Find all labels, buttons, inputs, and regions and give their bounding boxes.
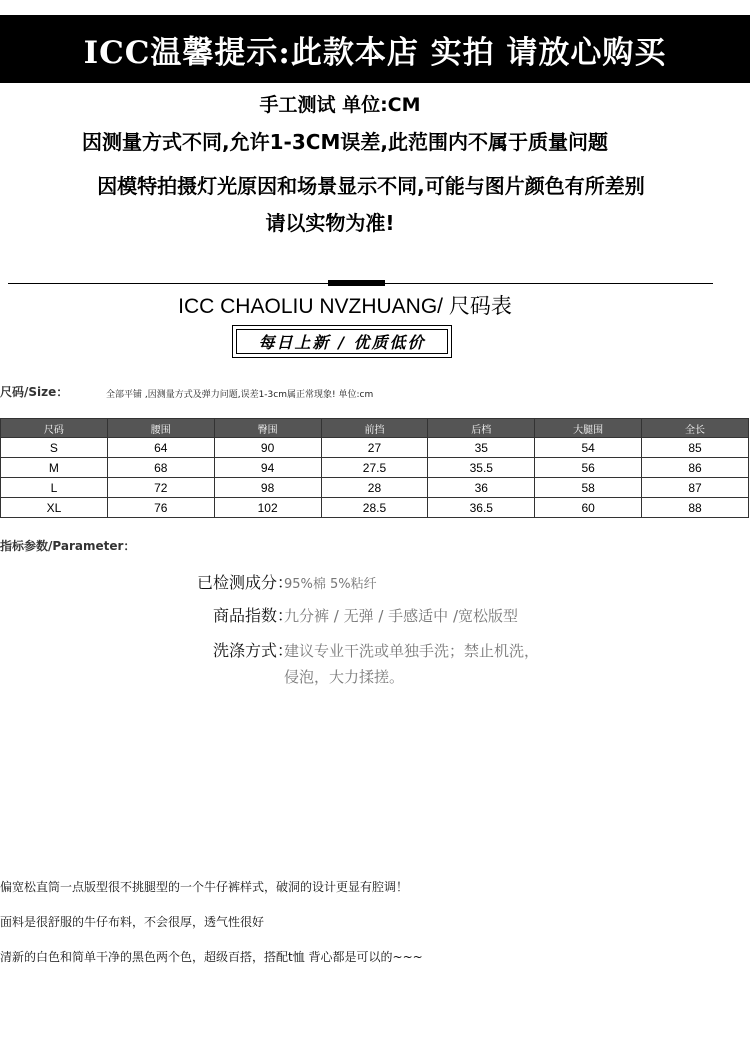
param-wash-key: 洗涤方式：	[212, 641, 293, 660]
table-cell: 85	[642, 438, 749, 458]
table-cell: 58	[535, 478, 642, 498]
note-unit: 手工测试 单位:CM	[259, 94, 421, 116]
slogan-box	[232, 325, 452, 358]
table-cell: 68	[107, 458, 214, 478]
table-cell: 72	[107, 478, 214, 498]
slogan-text: 每日上新 / 优质低价	[236, 329, 448, 354]
header-length: 全长	[642, 419, 749, 438]
param-index-value: 九分裤 / 无弹 / 手感适中 /宽松版型	[284, 607, 519, 625]
note-color-difference: 因模特拍摄灯光原因和场景显示不同,可能与图片颜色有所差别	[97, 174, 645, 198]
table-cell: 27.5	[321, 458, 428, 478]
table-row	[1, 458, 749, 478]
table-cell: 76	[107, 498, 214, 518]
size-measure-note: 全部平铺 ,因测量方式及弹力问题,误差1-3cm属正常现象! 单位:cm	[106, 390, 374, 400]
divider-accent	[328, 280, 385, 286]
table-cell: 87	[642, 478, 749, 498]
table-cell: 94	[214, 458, 321, 478]
param-wash-value-line1: 建议专业干洗或单独手洗；禁止机洗，	[284, 642, 540, 660]
table-cell: 90	[214, 438, 321, 458]
table-row	[1, 498, 749, 518]
header-front-rise: 前挡	[321, 419, 428, 438]
table-cell: 86	[642, 458, 749, 478]
header-back-rise: 后档	[428, 419, 535, 438]
table-row	[1, 478, 749, 498]
table-cell: 36	[428, 478, 535, 498]
param-wash-value-line2: 侵泡，大力揉搓。	[284, 668, 405, 686]
table-cell: 54	[535, 438, 642, 458]
param-index-key: 商品指数：	[212, 606, 293, 625]
size-label: 尺码/Size：	[0, 385, 69, 399]
description-line-3: 清新的白色和简单干净的黑色两个色，超级百搭，搭配t恤 背心都是可以的~~~	[0, 950, 423, 964]
table-row	[1, 438, 749, 458]
table-cell: L	[1, 478, 108, 498]
table-cell: 56	[535, 458, 642, 478]
header-size: 尺码	[1, 419, 108, 438]
parameter-label: 指标参数/Parameter：	[0, 539, 136, 553]
table-cell: XL	[1, 498, 108, 518]
header-thigh: 大腿围	[535, 419, 642, 438]
note-actual-item: 请以实物为准!	[265, 211, 395, 235]
notice-banner: ICC温馨提示:此款本店 实拍 请放心购买	[0, 15, 750, 83]
table-cell: 35.5	[428, 458, 535, 478]
table-cell: M	[1, 458, 108, 478]
header-hip: 臀围	[214, 419, 321, 438]
table-cell: 28	[321, 478, 428, 498]
param-index	[0, 603, 750, 633]
param-material	[0, 570, 750, 600]
table-cell: 88	[642, 498, 749, 518]
param-material-value: 95%棉 5%粘纤	[284, 577, 377, 592]
table-cell: 28.5	[321, 498, 428, 518]
table-cell: 36.5	[428, 498, 535, 518]
table-cell: 35	[428, 438, 535, 458]
table-cell: 60	[535, 498, 642, 518]
table-cell: 98	[214, 478, 321, 498]
param-wash	[0, 638, 750, 698]
header-waist: 腰围	[107, 419, 214, 438]
param-material-key: 已检测成分：	[196, 573, 293, 592]
size-chart-title: ICC CHAOLIU NVZHUANG/ 尺码表	[178, 295, 512, 318]
description-line-1: 偏宽松直筒一点版型很不挑腿型的一个牛仔裤样式，破洞的设计更显有腔调！	[0, 880, 409, 894]
size-table	[0, 418, 749, 518]
note-tolerance: 因测量方式不同,允许1-3CM误差,此范围内不属于质量问题	[82, 130, 608, 154]
table-cell: 27	[321, 438, 428, 458]
table-cell: 102	[214, 498, 321, 518]
table-header-row	[1, 419, 749, 438]
description-line-2: 面料是很舒服的牛仔布料，不会很厚，透气性很好	[0, 915, 265, 929]
table-cell: S	[1, 438, 108, 458]
table-cell: 64	[107, 438, 214, 458]
